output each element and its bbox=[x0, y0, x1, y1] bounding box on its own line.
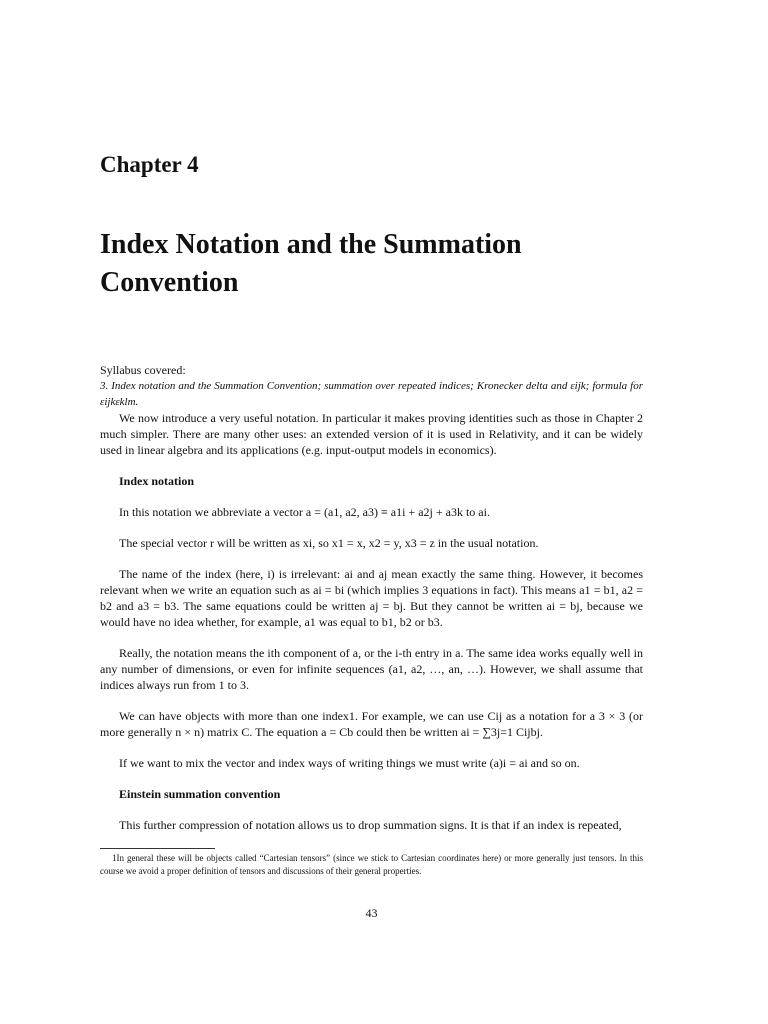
heading-index-notation: Index notation bbox=[119, 474, 195, 488]
syllabus-label: Syllabus covered: bbox=[100, 363, 186, 377]
chapter-label: Chapter 4 bbox=[100, 152, 199, 177]
footnote-rule bbox=[100, 848, 215, 849]
paragraph-vector: In this notation we abbreviate a vector a = (a1, a2, a3) ≡ a1i + a2j + a3k to ai. bbox=[119, 505, 490, 519]
paragraph-index-name: The name of the index (here, i) is irrelevant: ai and aj mean exactly the same thing. However, it becomes relevant when we write an equation such as ai = bi (which implies 3 equations in fact). This means a1 = b1, a2 = b2 and a3 = b3. The same equations could be written aj = bj. But they cannot be written ai = bj, because we would have no idea whether, for example, a1 was equal to b1, b2 or b3. bbox=[100, 567, 643, 629]
paragraph-mix: If we want to mix the vector and index ways of writing things we must write (a)i = ai and so on. bbox=[119, 756, 580, 770]
paragraph-special-vector: The special vector r will be written as xi, so x1 = x, x2 = y, x3 = z in the usual notation. bbox=[119, 536, 539, 550]
chapter-title: Index Notation and the Summation Convention bbox=[100, 229, 522, 298]
paragraph-matrix: We can have objects with more than one index1. For example, we can use Cij as a notation for a 3 × 3 (or more generally n × n) matrix C. The equation a = Cb could then be written ai = ∑3j=1 Cijbj. bbox=[100, 709, 643, 739]
footnote-text: 1In general these will be objects called “Cartesian tensors” (since we stick to Cartesian coordinates here) or more generally just tensors. In this course we avoid a proper definition of tensors and discussions of their general properties. bbox=[100, 853, 643, 876]
paragraph-component: Really, the notation means the ith component of a, or the i-th entry in a. The same idea works equally well in any number of dimensions, or even for infinite sequences (a1, a2, …, an, …). However, we shall assume that indices always run from 1 to 3. bbox=[100, 646, 643, 692]
syllabus-text: 3. Index notation and the Summation Convention; summation over repeated indices; Kronecker delta and εijk; formula for εijkεklm. bbox=[100, 380, 643, 408]
footnote bbox=[100, 848, 643, 878]
heading-summation-convention: Einstein summation convention bbox=[119, 787, 281, 801]
body-text bbox=[100, 362, 643, 848]
paragraph-compression: This further compression of notation allows us to drop summation signs. It is that if an index is repeated, bbox=[119, 818, 622, 832]
intro-paragraph: We now introduce a very useful notation. In particular it makes proving identities such as those in Chapter 2 much simpler. There are many other uses: an extended version of it is used in Relativity, and it can be widely used in linear algebra and its applications (e.g. input-output models in economics). bbox=[100, 411, 643, 457]
page-number: 43 bbox=[365, 906, 378, 920]
